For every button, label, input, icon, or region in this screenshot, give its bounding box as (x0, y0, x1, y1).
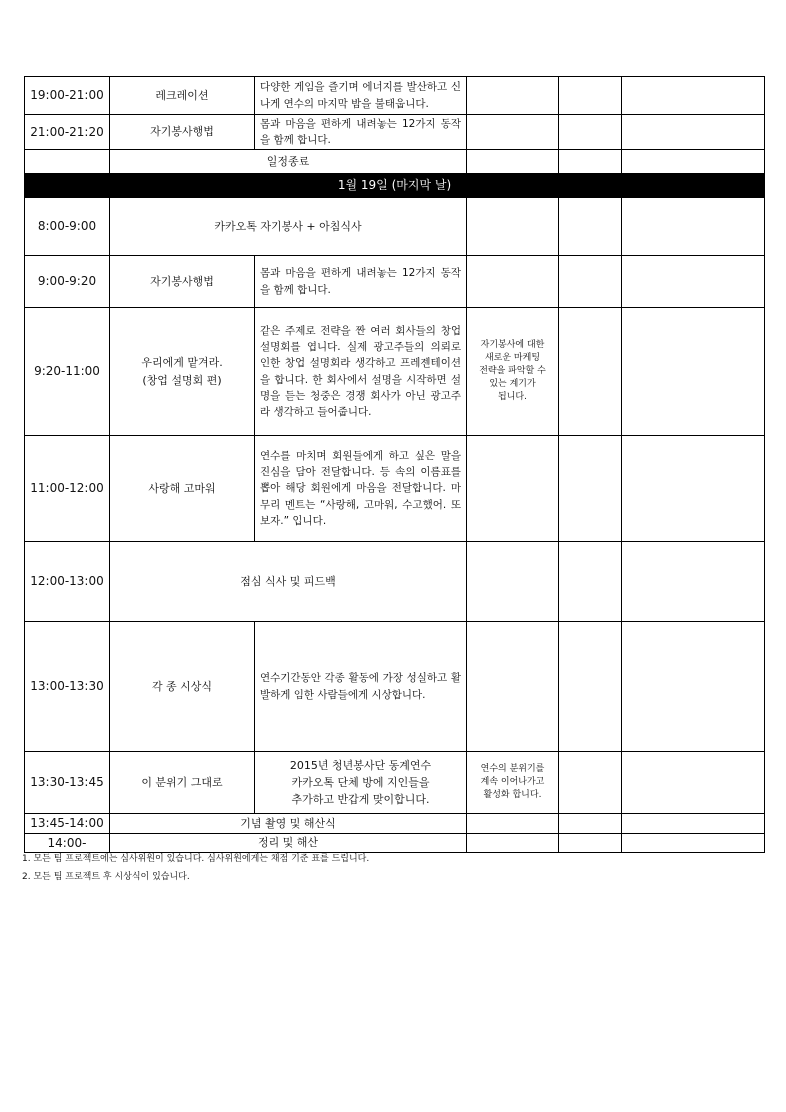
empty-cell (559, 308, 622, 436)
note-cell (467, 622, 559, 752)
table-row (25, 436, 765, 542)
table-row (25, 752, 765, 814)
empty-cell (622, 833, 765, 853)
program-title: 자기봉사행법 (110, 115, 255, 150)
note-cell (467, 77, 559, 115)
time-cell: 13:00-13:30 (25, 622, 110, 752)
empty-cell (622, 308, 765, 436)
time-cell: 8:00-9:00 (25, 198, 110, 256)
time-cell: 12:00-13:00 (25, 542, 110, 622)
time-cell: 13:45-14:00 (25, 814, 110, 834)
table-row (25, 622, 765, 752)
empty-cell (559, 436, 622, 542)
note-cell (467, 542, 559, 622)
time-cell (25, 150, 110, 174)
empty-cell (559, 814, 622, 834)
table-row (25, 308, 765, 436)
program-description: 같은 주제로 전략을 짠 여러 회사들의 창업 설명회를 엽니다. 실제 광고주들의 의뢰로 인한 창업 설명회라 생각하고 프레젠테이션을 합니다. 한 회사에서 설명을 시작하면 설명을 듣는 청중은 경쟁 회사가 아닌 광고주라 생각하고 들어줍니다. (255, 308, 467, 436)
program-description: 연수를 마치며 회원들에게 하고 싶은 말을 진심을 담아 전달합니다. 등 속의 이름표를 뽑아 해당 회원에게 마음을 전달합니다. 마무리 멘트는 “사랑해, 고마워, 수고했어. 또 보자.” 입니다. (255, 436, 467, 542)
note-cell: 연수의 분위기를 계속 이어나가고 활성화 합니다. (467, 752, 559, 814)
note-cell (467, 198, 559, 256)
merged-program: 카카오톡 자기봉사 + 아침식사 (110, 198, 467, 256)
table-row (25, 256, 765, 308)
note-cell (467, 814, 559, 834)
note-cell (467, 833, 559, 853)
merged-program: 기념 촬영 및 해산식 (110, 814, 467, 834)
table-row (25, 150, 765, 174)
footnotes (22, 850, 369, 886)
day-header-row (25, 174, 765, 198)
time-cell: 9:00-9:20 (25, 256, 110, 308)
table-row (25, 542, 765, 622)
note-cell (467, 115, 559, 150)
program-description: 연수기간동안 각종 활동에 가장 성실하고 활발하게 임한 사람들에게 시상합니다. (255, 622, 467, 752)
time-cell: 13:30-13:45 (25, 752, 110, 814)
merged-program: 일정종료 (110, 150, 467, 174)
empty-cell (559, 77, 622, 115)
empty-cell (559, 833, 622, 853)
program-description: 다양한 게임을 즐기며 에너지를 발산하고 신나게 연수의 마지막 밤을 불태웁니다. (255, 77, 467, 115)
empty-cell (622, 198, 765, 256)
note-cell: 자기봉사에 대한 새로운 마케팅 전략을 파악할 수 있는 계기가 됩니다. (467, 308, 559, 436)
empty-cell (622, 542, 765, 622)
empty-cell (622, 814, 765, 834)
empty-cell (622, 115, 765, 150)
empty-cell (559, 198, 622, 256)
table-row (25, 77, 765, 115)
schedule-table (24, 76, 765, 853)
empty-cell (559, 256, 622, 308)
empty-cell (622, 436, 765, 542)
program-description: 2015년 청년봉사단 동계연수 카카오톡 단체 방에 지인들을 추가하고 반갑게 맞이합니다. (255, 752, 467, 814)
empty-cell (559, 622, 622, 752)
note-cell (467, 150, 559, 174)
time-cell: 11:00-12:00 (25, 436, 110, 542)
program-title: 각 종 시상식 (110, 622, 255, 752)
day-header: 1월 19일 (마지막 날) (25, 174, 765, 198)
empty-cell (622, 150, 765, 174)
empty-cell (559, 752, 622, 814)
empty-cell (559, 150, 622, 174)
program-title: 이 분위기 그대로 (110, 752, 255, 814)
table-row (25, 115, 765, 150)
table-row (25, 814, 765, 834)
program-description: 몸과 마음을 편하게 내려놓는 12가지 동작을 함께 합니다. (255, 115, 467, 150)
merged-program: 정리 및 해산 (110, 833, 467, 853)
note-cell (467, 256, 559, 308)
merged-program: 점심 식사 및 피드백 (110, 542, 467, 622)
program-title: 사랑해 고마워 (110, 436, 255, 542)
footnote: 1. 모든 팀 프로젝트에는 심사위원이 있습니다. 심사위원에게는 채점 기준 표를 드립니다. (22, 854, 370, 864)
footnote: 2. 모든 팀 프로젝트 후 시상식이 있습니다. (22, 872, 190, 882)
empty-cell (622, 752, 765, 814)
note-cell (467, 436, 559, 542)
time-cell: 21:00-21:20 (25, 115, 110, 150)
program-description: 몸과 마음을 편하게 내려놓는 12가지 동작을 함께 합니다. (255, 256, 467, 308)
time-cell: 19:00-21:00 (25, 77, 110, 115)
empty-cell (622, 256, 765, 308)
time-cell: 14:00- (25, 833, 110, 853)
empty-cell (622, 622, 765, 752)
empty-cell (559, 542, 622, 622)
empty-cell (622, 77, 765, 115)
program-title: 레크레이션 (110, 77, 255, 115)
empty-cell (559, 115, 622, 150)
table-row (25, 198, 765, 256)
program-title: 자기봉사행법 (110, 256, 255, 308)
program-title: 우리에게 맡겨라. (창업 설명회 편) (110, 308, 255, 436)
time-cell: 9:20-11:00 (25, 308, 110, 436)
